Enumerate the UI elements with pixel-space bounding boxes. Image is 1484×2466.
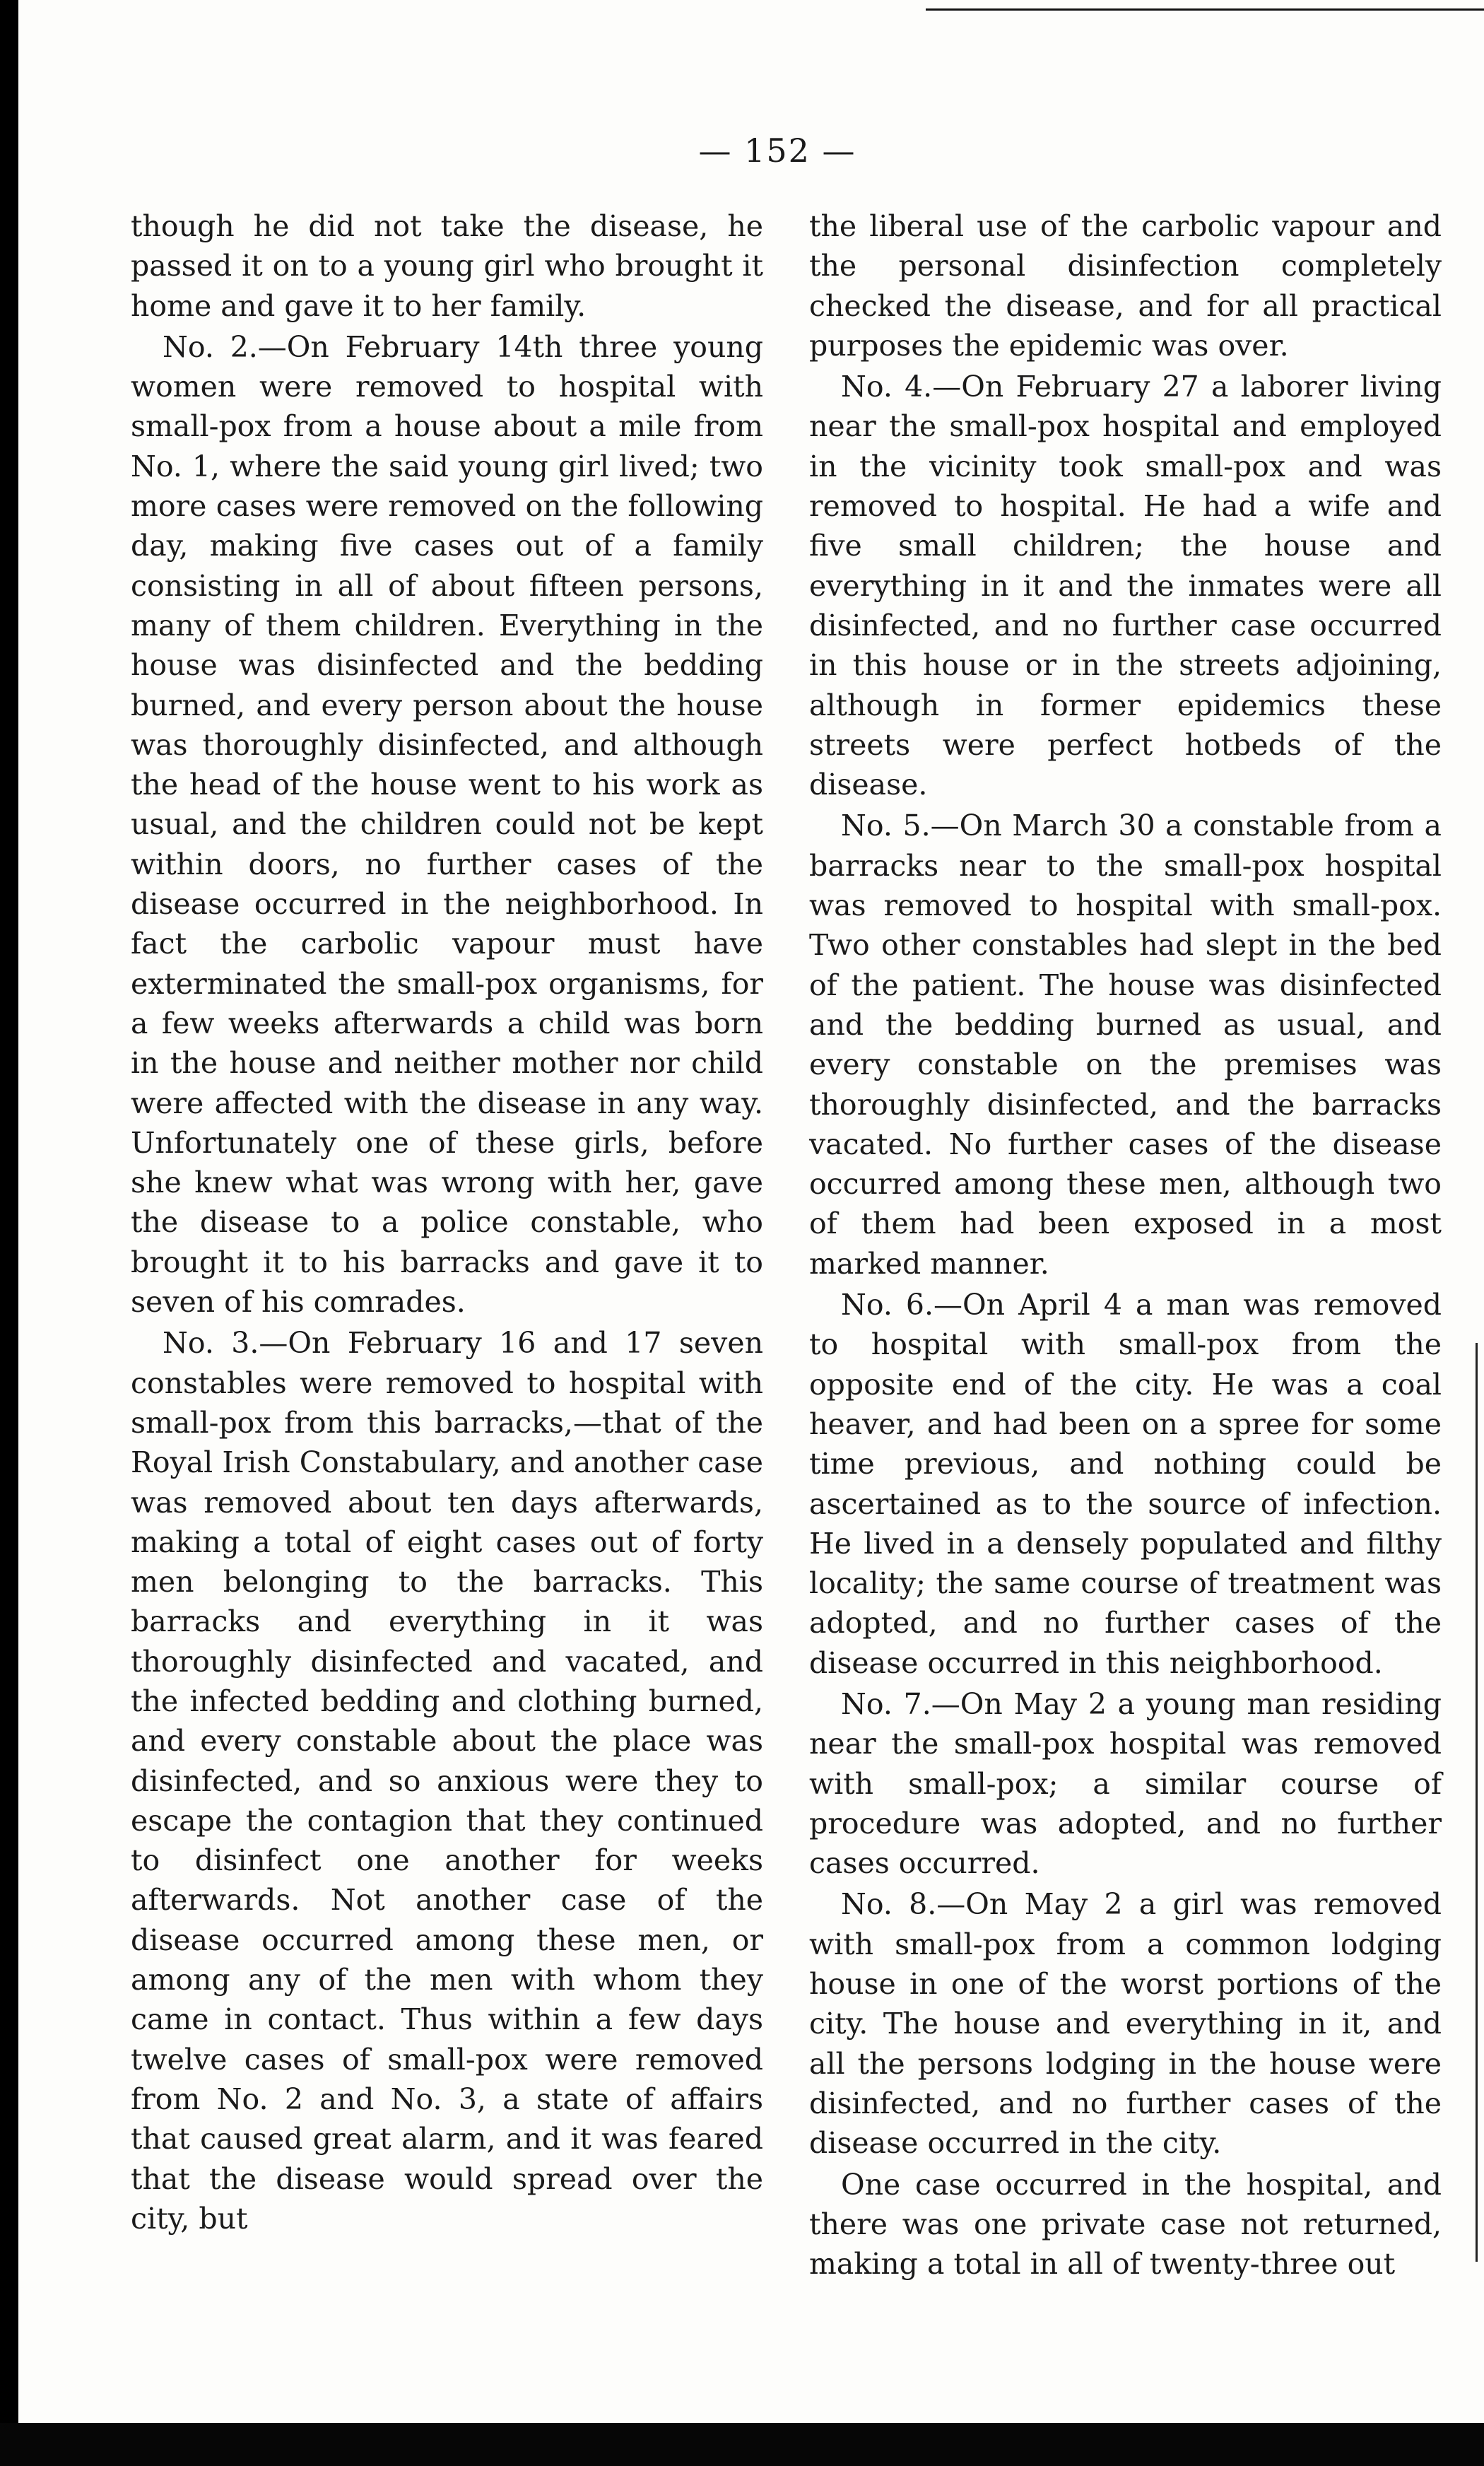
right-paragraph-continuation: the liberal use of the carbolic vapour and the personal disinfection completely checked the disease, and for all practical purposes the epidemic was over. — [809, 209, 1442, 363]
left-column — [131, 206, 763, 2240]
right-paragraph-case-7: No. 7.—On May 2 a young man residing near the small-pox hospital was removed with small-pox; a similar course of procedure was adopted, and no further cases occurred. — [809, 1686, 1442, 1881]
right-column — [809, 206, 1442, 2285]
right-paragraph-summary: One case occurred in the hospital, and there was one private case not returned, making a total in all of twenty-three out — [809, 2167, 1442, 2282]
scan-rule-right — [1476, 1343, 1478, 2262]
right-paragraph-case-6: No. 6.—On April 4 a man was removed to hospital with small-pox from the opposite end of the city. He was a coal heaver, and had been on a spree for some time previous, and nothing could be ascertained as to the source of infection. He lived in a densely populated and filthy locality; the same course of treatment was adopted, and no further cases of the disease occurred in this neighborhood. — [809, 1288, 1442, 1680]
right-paragraph-case-5: No. 5.—On March 30 a constable from a barracks near to the small-pox hospital was removed to hospital with small-pox. Two other constables had slept in the bed of the patient. The house was disinfected and the bedding burned as usual, and every constable on the premises was thoroughly disinfected, and the barracks vacated. No further cases of the disease occurred among these men, although two of them had been exposed in a most marked manner. — [809, 809, 1442, 1281]
right-paragraph-case-4: No. 4.—On February 27 a laborer living near the small-pox hospital and employed in the vicinity took small-pox and was removed to hospital. He had a wife and five small children; the house and everything in it and the inmates were all disinfected, and no further case occurred in this house or in the streets adjoining, although in former epidemics these streets were perfect hotbeds of the disease. — [809, 370, 1442, 802]
scan-edge-left — [0, 0, 18, 2466]
page-number: — 152 — — [698, 131, 856, 170]
left-paragraph-continuation: though he did not take the disease, he passed it on to a young girl who brought it home and gave it to her family. — [131, 209, 763, 323]
scan-rule-top — [926, 8, 1484, 11]
right-paragraph-case-8: No. 8.—On May 2 a girl was removed with small-pox from a common lodging house in one of the worst portions of the city. The house and everything in it, and all the persons lodging in the house were disinfected, and no further cases of the disease occurred in the city. — [809, 1887, 1442, 2161]
left-paragraph-case-2: No. 2.—On February 14th three young women were removed to hospital with small-pox from a house about a mile from No. 1, where the said young girl lived; two more cases were removed on the following day, making five cases out of a family consisting in all of about fifteen persons, many of them children. Everything in the house was disinfected and the bedding burned, and every person about the house was thoroughly disinfected, and although the head of the house went to his work as usual, and the children could not be kept within doors, no further cases of the disease occurred in the neighborhood. In fact the carbolic vapour must have exterminated the small-pox organisms, for a few weeks afterwards a child was born in the house and neither mother nor child were affected with the disease in any way. Unfortunately one of these girls, before she knew what was wrong with her, gave the disease to a police constable, who brought it to his barracks and gave it to seven of his comrades. — [131, 329, 763, 1320]
scan-edge-bottom — [0, 2423, 1484, 2466]
left-paragraph-case-3: No. 3.—On February 16 and 17 seven constables were removed to hospital with small-pox from this barracks,—that of the Royal Irish Constabulary, and another case was removed about ten days afterwards, making a total of eight cases out of forty men belonging to the barracks. This barracks and everything in it was thoroughly disinfected and vacated, and the infected bedding and clothing burned, and every constable about the place was disinfected, and so anxious were they to escape the contagion that they continued to disinfect one another for weeks afterwards. Not another case of the disease occurred among these men, or among any of the men with whom they came in contact. Thus within a few days twelve cases of small-pox were removed from No. 2 and No. 3, a state of affairs that caused great alarm, and it was feared that the disease would spread over the city, but — [131, 1326, 763, 2236]
